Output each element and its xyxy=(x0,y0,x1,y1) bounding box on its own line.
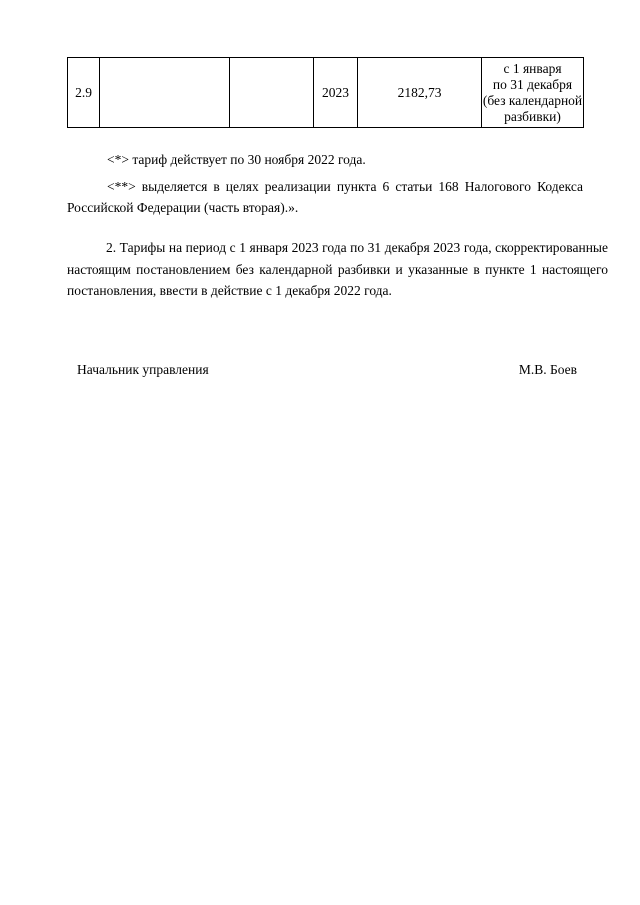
period-line: по 31 декабря xyxy=(492,76,573,92)
period-line: разбивки) xyxy=(504,108,561,124)
row-number-cell: 2.9 xyxy=(68,58,100,128)
signature-block xyxy=(77,360,577,380)
signatory-position: Начальник управления xyxy=(77,362,209,377)
empty-cell xyxy=(100,58,230,128)
period-line: (без календарной xyxy=(482,92,583,108)
empty-cell xyxy=(230,58,314,128)
tariff-table xyxy=(67,57,584,128)
footnote-2: <**> выделяется в целях реализации пункта 6 статьи 168 Налогового Кодекса Российской Федерации (часть вторая).». xyxy=(67,179,583,215)
footnote-1: <*> тариф действует по 30 ноября 2022 года. xyxy=(107,152,366,167)
table-row xyxy=(68,58,584,128)
tariff-value-cell: 2182,73 xyxy=(358,58,482,128)
paragraph-2: 2. Тарифы на период с 1 января 2023 года по 31 декабря 2023 года, скорректированные настоящим постановлением без календарной разбивки и указанные в пункте 1 настоящего постановления, ввести в действие с 1 декабря 2022 года. xyxy=(67,240,608,298)
period-line: с 1 января xyxy=(503,60,562,76)
year-cell: 2023 xyxy=(314,58,358,128)
signatory-name: М.В. Боев xyxy=(518,362,577,377)
period-cell xyxy=(482,58,584,128)
